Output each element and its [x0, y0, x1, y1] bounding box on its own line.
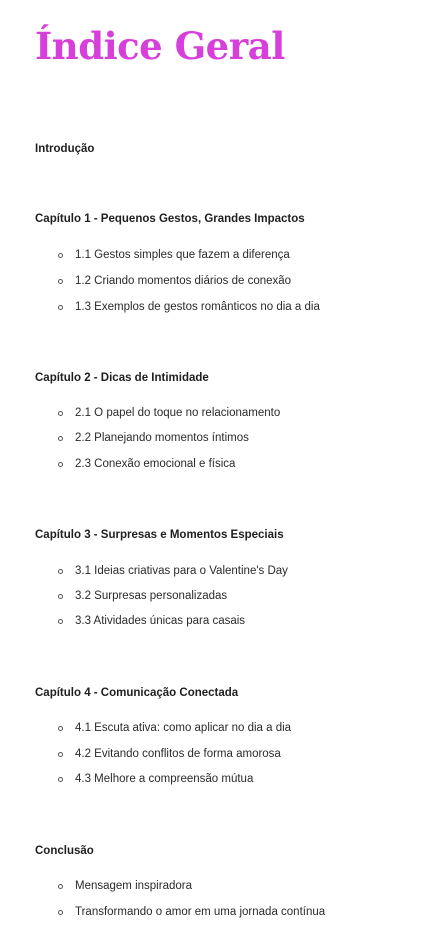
section-heading-capitulo-2: Capítulo 2 - Dicas de Intimidade — [35, 372, 209, 384]
list-item — [58, 563, 288, 579]
list-item-label: 4.2 Evitando conflitos de forma amorosa — [75, 748, 281, 760]
list-item-label: Mensagem inspiradora — [75, 880, 192, 892]
list-item-label: 2.3 Conexão emocional e física — [75, 458, 236, 470]
list-item — [58, 746, 281, 762]
list-item — [58, 878, 192, 894]
bullet-icon — [58, 594, 63, 599]
list-item-label: 4.1 Escuta ativa: como aplicar no dia a dia — [75, 722, 292, 734]
list-item — [58, 720, 291, 736]
list-item — [58, 904, 325, 920]
bullet-icon — [58, 752, 63, 757]
section-heading-capitulo-3: Capítulo 3 - Surpresas e Momentos Especiais — [35, 529, 284, 541]
bullet-icon — [58, 279, 63, 284]
list-item — [58, 273, 291, 289]
section-heading-conclusao: Conclusão — [35, 845, 94, 857]
section-heading-capitulo-1: Capítulo 1 - Pequenos Gestos, Grandes Impactos — [35, 213, 305, 225]
list-item — [58, 456, 235, 472]
bullet-icon — [58, 411, 63, 416]
list-item-label: 2.1 O papel do toque no relacionamento — [75, 407, 281, 419]
list-item-label: 3.2 Surpresas personalizadas — [75, 590, 228, 602]
bullet-icon — [58, 726, 63, 731]
bullet-icon — [58, 884, 63, 889]
bullet-icon — [58, 910, 63, 915]
list-item — [58, 771, 253, 787]
list-item-label: 1.3 Exemplos de gestos românticos no dia a dia — [75, 301, 320, 313]
list-item-label: 3.1 Ideias criativas para o Valentine's Day — [75, 565, 288, 577]
list-item — [58, 299, 320, 315]
bullet-icon — [58, 436, 63, 441]
bullet-icon — [58, 305, 63, 310]
bullet-icon — [58, 569, 63, 574]
list-item-label: 2.2 Planejando momentos íntimos — [75, 432, 249, 444]
list-item — [58, 405, 280, 421]
list-item-label: 3.3 Atividades únicas para casais — [75, 615, 246, 627]
list-item — [58, 613, 245, 629]
list-item — [58, 430, 249, 446]
bullet-icon — [58, 462, 63, 467]
list-item — [58, 247, 290, 263]
section-heading-introducao: Introdução — [35, 143, 95, 155]
list-item — [58, 588, 227, 604]
list-item-label: 4.3 Melhore a compreensão mútua — [75, 773, 254, 785]
list-item-label: 1.2 Criando momentos diários de conexão — [75, 275, 292, 287]
bullet-icon — [58, 253, 63, 258]
section-heading-capitulo-4: Capítulo 4 - Comunicação Conectada — [35, 687, 239, 699]
list-item-label: 1.1 Gestos simples que fazem a diferença — [75, 249, 290, 261]
bullet-icon — [58, 777, 63, 782]
list-item-label: Transformando o amor em uma jornada contínua — [75, 906, 326, 918]
bullet-icon — [58, 619, 63, 624]
page-title: Índice Geral — [35, 24, 285, 68]
